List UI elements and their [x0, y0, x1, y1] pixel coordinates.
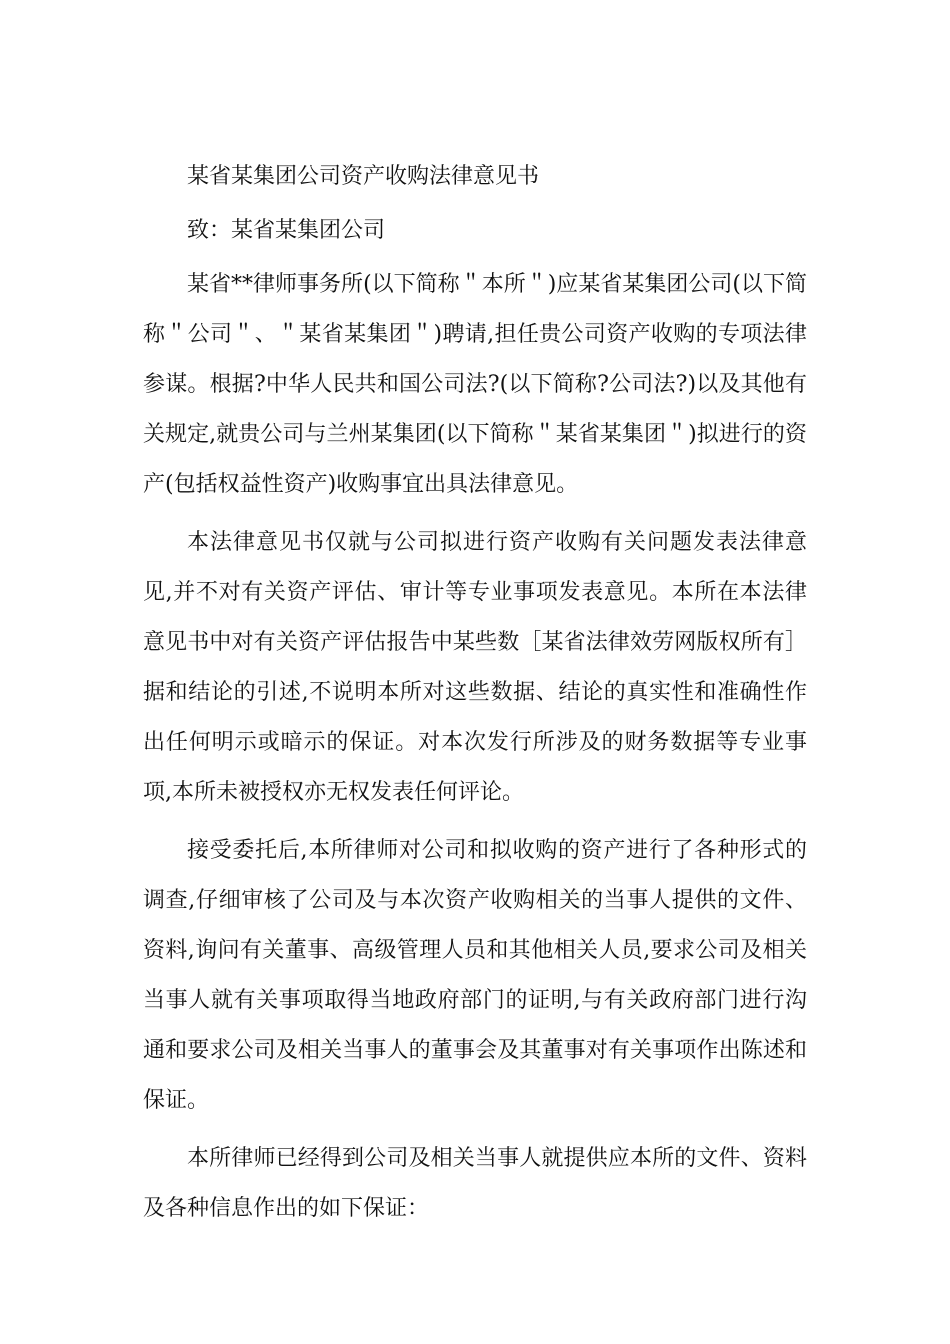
paragraph-guarantees: 本所律师已经得到公司及相关当事人就提供应本所的文件、资料及各种信息作出的如下保证： — [143, 1146, 807, 1221]
paragraph-investigation: 接受委托后,本所律师对公司和拟收购的资产进行了各种形式的调查,仔细审核了公司及与本次资产收购相关的当事人提供的文件、资料,询问有关董事、高级管理人员和其他相关人员,要求公司及相关当事人就有关事项取得当地政府部门的证明,与有关政府部门进行沟通和要求公司及相关当事人的董事会及其董事对有关事项作出陈述和保证。 — [143, 838, 807, 1113]
addressee-line: 致：某省某集团公司 — [187, 218, 386, 243]
document-title: 某省某集团公司资产收购法律意见书 — [187, 164, 540, 189]
document-body — [143, 152, 807, 1234]
paragraph-scope: 本法律意见书仅就与公司拟进行资产收购有关问题发表法律意见,并不对有关资产评估、审计等专业事项发表意见。本所在本法律意见书中对有关资产评估报告中某些数［某省法律效劳网版权所有］据和结论的引述,不说明本所对这些数据、结论的真实性和准确性作出任何明示或暗示的保证。对本次发行所涉及的财务数据等专业事项,本所未被授权亦无权发表任何评论。 — [143, 530, 807, 805]
paragraph-engagement: 某省**律师事务所(以下简称＂本所＂)应某省某集团公司(以下简称＂公司＂、＂某省某集团＂)聘请,担任贵公司资产收购的专项法律参谋。根据?中华人民共和国公司法?(以下简称?公司法?)以及其他有关规定,就贵公司与兰州某集团(以下简称＂某省某集团＂)拟进行的资产(包括权益性资产)收购事宜出具法律意见。 — [143, 272, 807, 497]
